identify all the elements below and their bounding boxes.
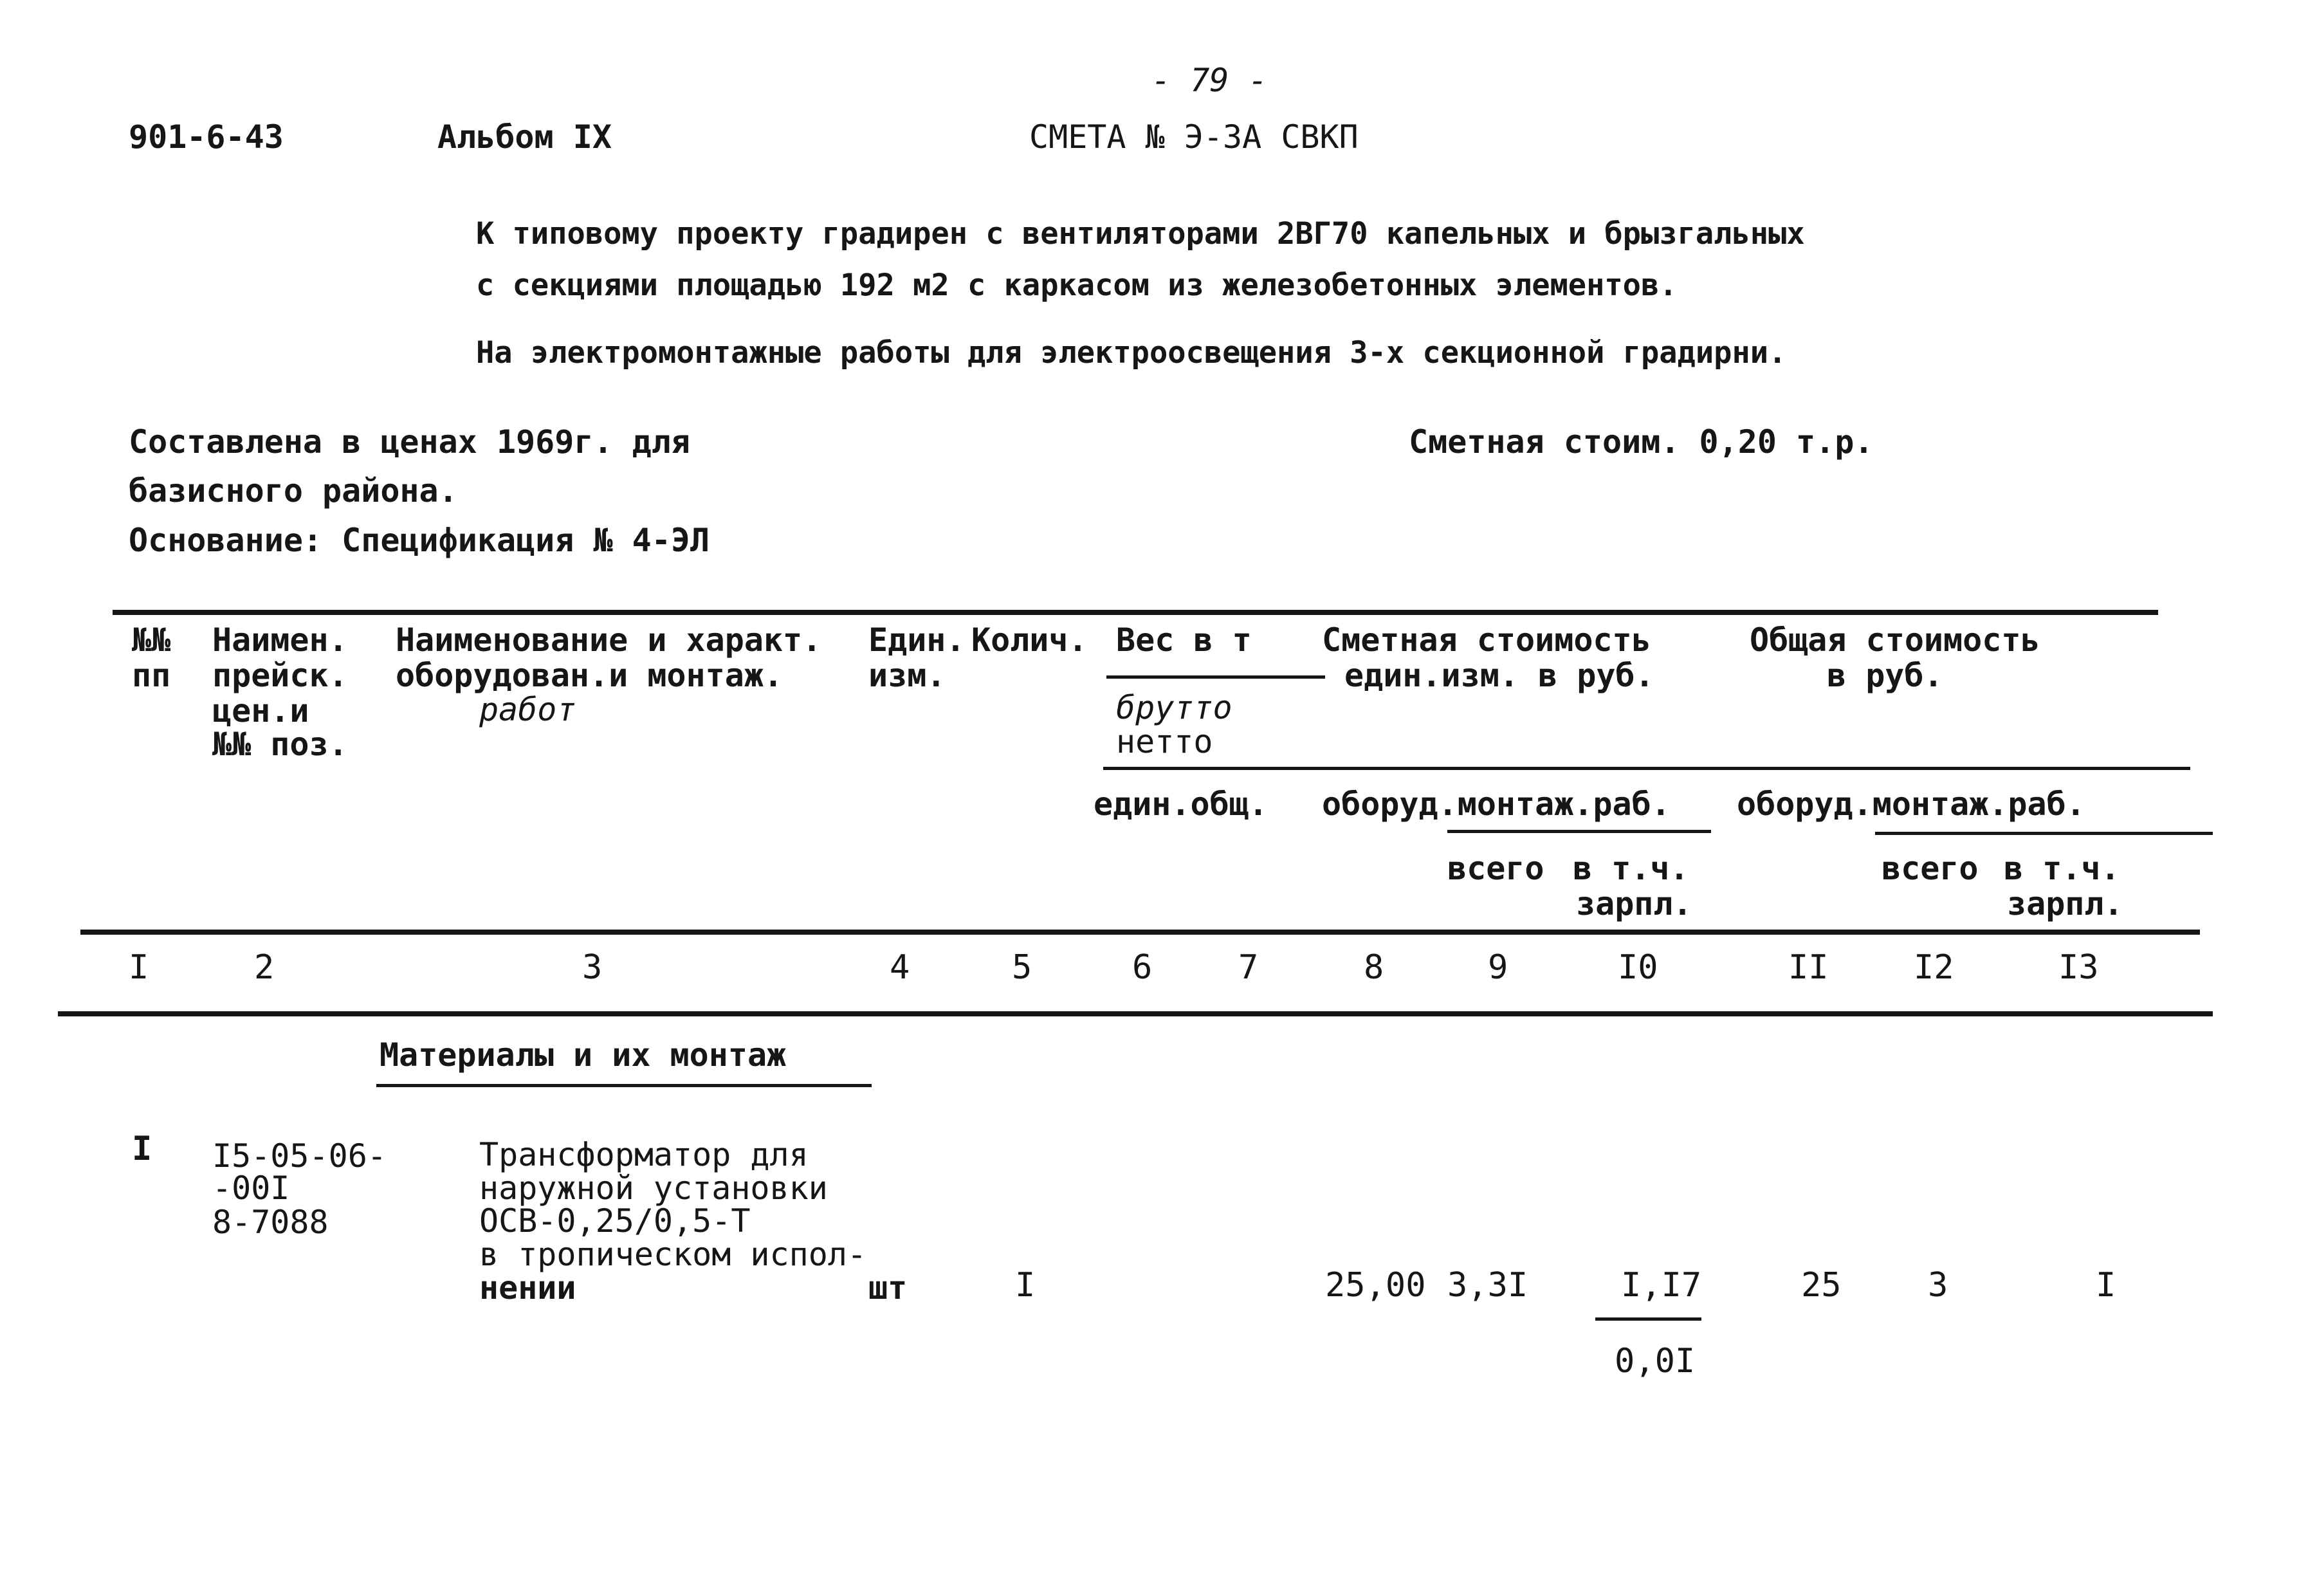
header-col4-line2: изм. bbox=[868, 657, 946, 694]
row-unit: шт bbox=[868, 1269, 908, 1307]
weight-divider bbox=[1106, 675, 1325, 679]
header-col2-line3: цен.и bbox=[212, 692, 309, 729]
header-sub-rule bbox=[1103, 767, 2190, 770]
intro-line-1: К типовому проекту градирен с вентиляторами 2ВГ70 капельных и брызгальных bbox=[476, 216, 1805, 252]
column-number: 2 bbox=[254, 948, 275, 987]
column-number: 6 bbox=[1132, 948, 1153, 987]
column-number: I bbox=[129, 948, 149, 987]
column-number: 4 bbox=[890, 948, 910, 987]
row-code-line1: I5-05-06- bbox=[212, 1137, 387, 1175]
row-qty: I bbox=[1015, 1266, 1036, 1305]
column-number: I3 bbox=[2058, 948, 2099, 987]
estimate-cost: Сметная стоим. 0,20 т.р. bbox=[1409, 423, 1874, 461]
intro-line-2: с секциями площадью 192 м2 с каркасом из железобетонных элементов. bbox=[476, 268, 1678, 303]
page-number: - 79 - bbox=[1151, 62, 1268, 99]
header-unit-incl-2: зарпл. bbox=[1576, 885, 1692, 922]
unit-mont-rule bbox=[1447, 830, 1711, 833]
row-code-line2: -00I bbox=[212, 1169, 290, 1207]
section-title: Материалы и их монтаж bbox=[380, 1036, 787, 1074]
column-number: 9 bbox=[1488, 948, 1508, 987]
table-top-rule bbox=[113, 610, 2158, 615]
header-col4-line1: Един. bbox=[868, 621, 966, 659]
total-mont-rule bbox=[1875, 832, 2213, 835]
estimate-title: СМЕТА № Э-3А СВКП bbox=[1029, 118, 1359, 156]
doc-code: 901-6-43 bbox=[129, 118, 284, 156]
row-name-line5: нении bbox=[479, 1269, 576, 1307]
intro-line-3: На электромонтажные работы для электроосвещения 3-х секционной градирни. bbox=[476, 335, 1787, 371]
row-col9: 3,3I bbox=[1447, 1266, 1528, 1305]
header-unit-sub: оборуд.монтаж.раб. bbox=[1322, 785, 1671, 823]
row-col13: I bbox=[2096, 1266, 2116, 1305]
header-brutto: брутто bbox=[1116, 689, 1232, 726]
row-col10: I,I7 bbox=[1621, 1266, 1702, 1305]
column-number: 3 bbox=[582, 948, 603, 987]
row-col8: 25,00 bbox=[1325, 1266, 1426, 1305]
header-total-all: всего bbox=[1882, 850, 1979, 887]
compiled-line-2: базисного района. bbox=[129, 472, 458, 509]
header-col1-line1: №№ bbox=[132, 621, 171, 659]
header-total-cost-line1: Общая стоимость bbox=[1750, 621, 2040, 659]
header-weight-sub: един.общ. bbox=[1094, 785, 1268, 823]
row-name-line2: наружной установки bbox=[479, 1169, 828, 1207]
row-number: I bbox=[132, 1130, 152, 1168]
column-number: I0 bbox=[1618, 948, 1658, 987]
column-numbers-top-rule bbox=[80, 930, 2200, 935]
header-total-cost-line2: в руб. bbox=[1827, 657, 1943, 694]
header-unit-cost-line2: един.изм. в руб. bbox=[1344, 657, 1654, 694]
column-number: 8 bbox=[1364, 948, 1384, 987]
column-number: 7 bbox=[1238, 948, 1259, 987]
header-total-sub: оборуд.монтаж.раб. bbox=[1737, 785, 2085, 823]
header-col2-line4: №№ поз. bbox=[212, 726, 348, 763]
header-col1-line2: пп bbox=[132, 657, 171, 694]
row-code-line3: 8-7088 bbox=[212, 1204, 329, 1241]
header-unit-all: всего bbox=[1447, 850, 1544, 887]
header-netto: нетто bbox=[1116, 723, 1213, 760]
column-numbers-bottom-rule bbox=[58, 1011, 2213, 1016]
column-number: II bbox=[1788, 948, 1829, 987]
basis-line: Основание: Спецификация № 4-ЭЛ bbox=[129, 522, 710, 559]
row-col12: 3 bbox=[1928, 1266, 1948, 1305]
column-number: I2 bbox=[1914, 948, 1954, 987]
row-name-line3: ОСВ-0,25/0,5-Т bbox=[479, 1202, 751, 1240]
column-number: 5 bbox=[1012, 948, 1032, 987]
row-name-line1: Трансформатор для bbox=[479, 1136, 809, 1173]
header-col2-line1: Наимен. bbox=[212, 621, 348, 659]
header-col5: Колич. bbox=[971, 621, 1088, 659]
album-label: Альбом IX bbox=[437, 118, 612, 156]
section-title-underline bbox=[376, 1084, 872, 1087]
header-col3-line2: оборудован.и монтаж. bbox=[396, 657, 783, 694]
header-col2-line2: прейск. bbox=[212, 657, 348, 694]
header-weight: Вес в т bbox=[1116, 621, 1252, 659]
header-col3-line3: работ bbox=[479, 691, 576, 728]
row-name-line4: в тропическом испол- bbox=[479, 1236, 867, 1273]
header-col3-line1: Наименование и характ. bbox=[396, 621, 822, 659]
row-col10-sub: 0,0I bbox=[1615, 1342, 1696, 1380]
col10-fraction-line bbox=[1595, 1317, 1701, 1321]
row-col11: 25 bbox=[1801, 1266, 1842, 1305]
header-total-incl-1: в т.ч. bbox=[2004, 850, 2120, 887]
header-unit-cost-line1: Сметная стоимость bbox=[1322, 621, 1651, 659]
header-unit-incl-1: в т.ч. bbox=[1573, 850, 1689, 887]
header-total-incl-2: зарпл. bbox=[2007, 885, 2123, 922]
compiled-line-1: Составлена в ценах 1969г. для bbox=[129, 423, 690, 461]
